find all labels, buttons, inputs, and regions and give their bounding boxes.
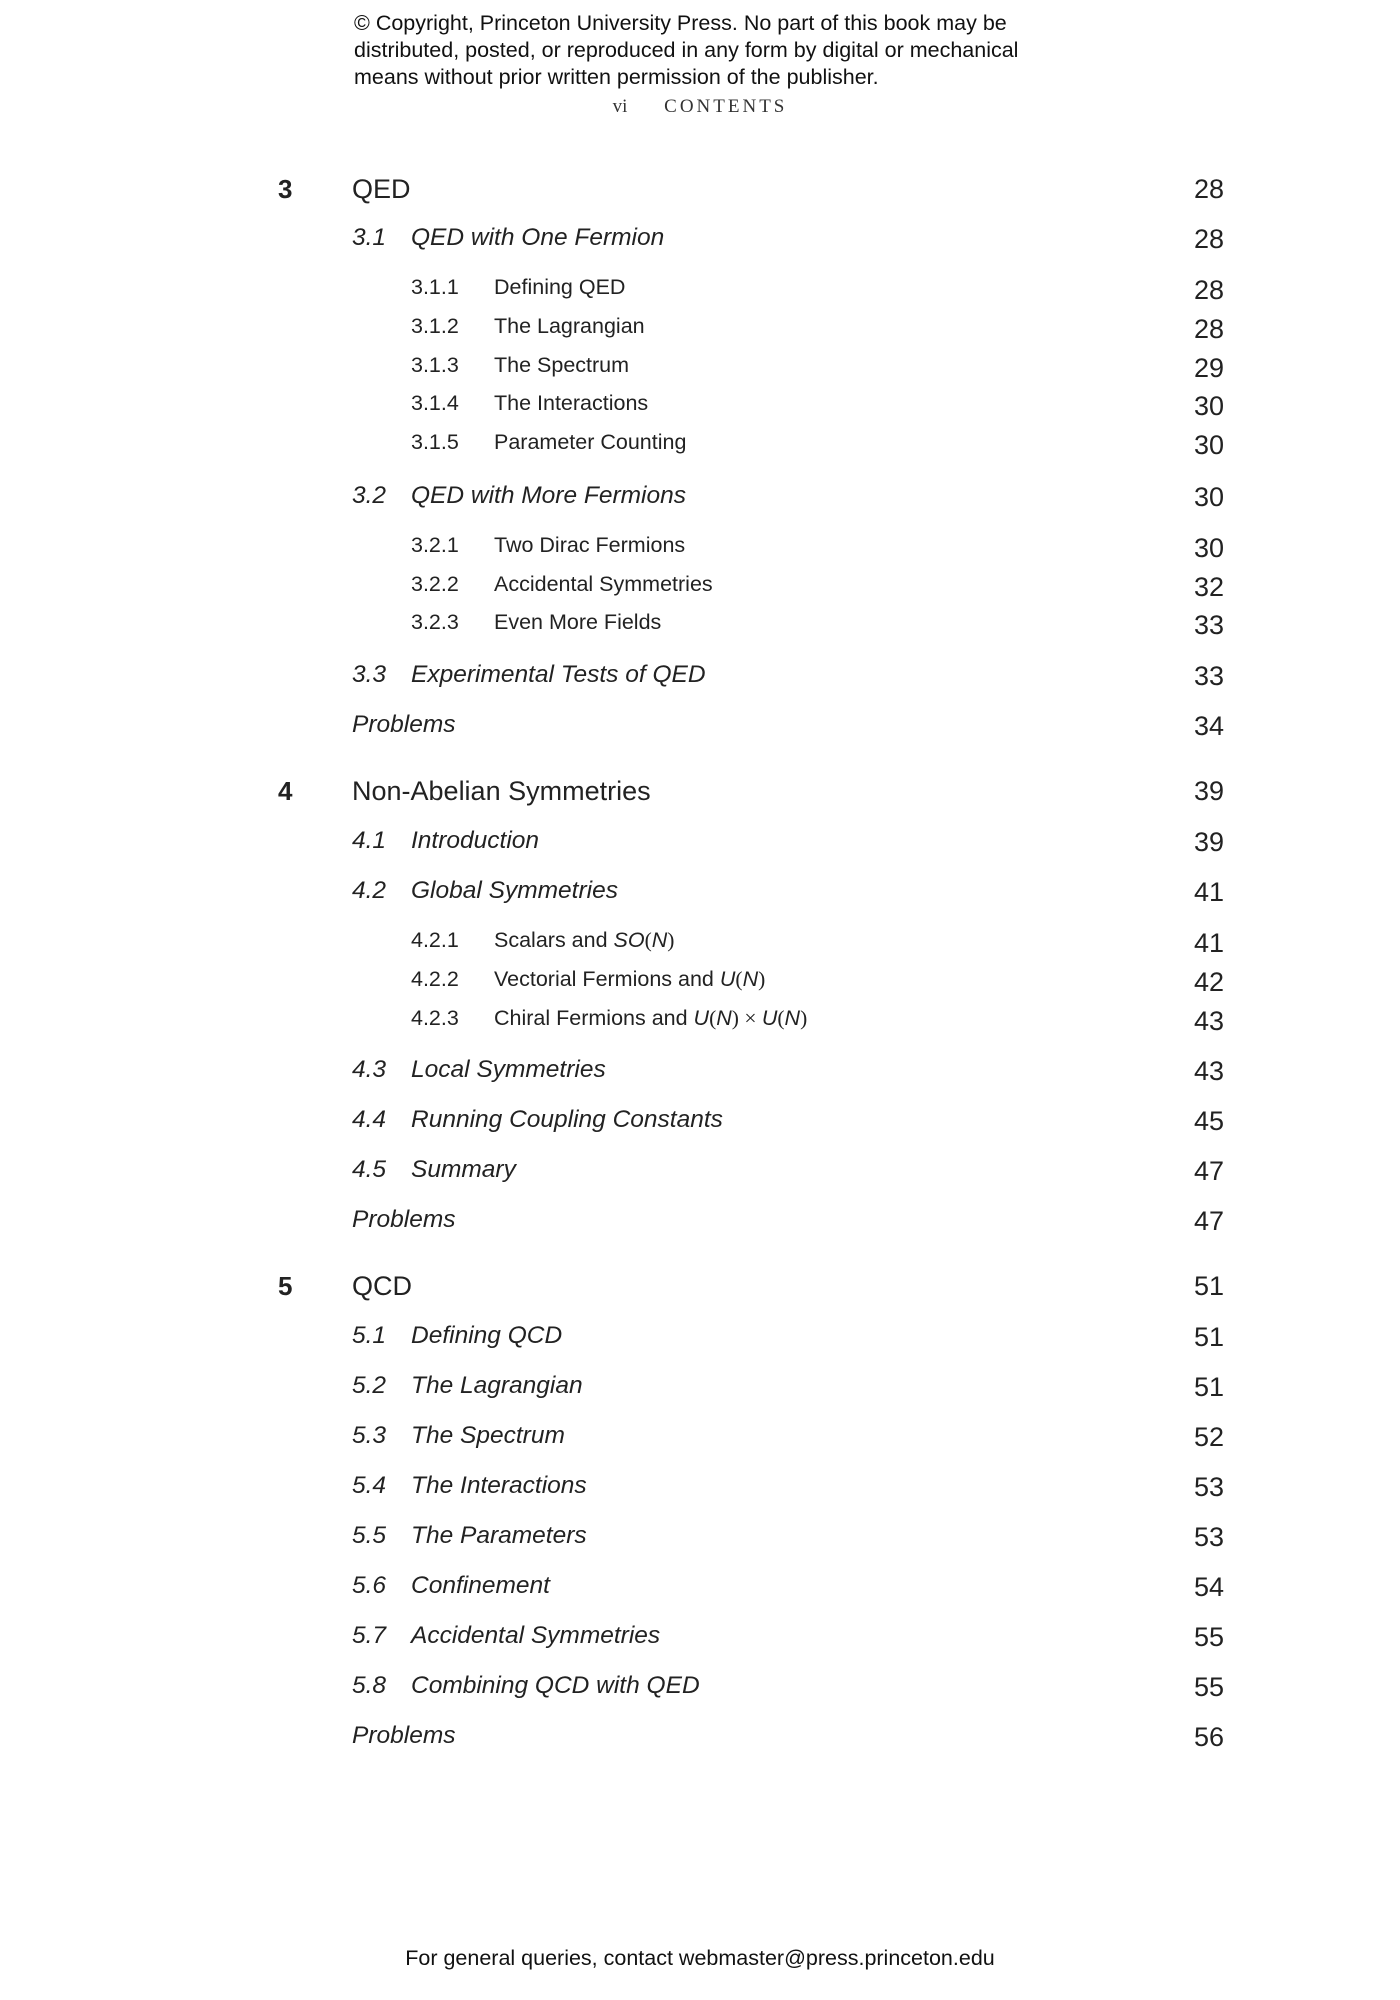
toc-section-5-1[interactable] xyxy=(0,1322,1400,1358)
section-title: QED with One Fermion xyxy=(411,224,665,251)
page-number: 28 xyxy=(1193,314,1224,344)
toc-section-5-2[interactable] xyxy=(0,1372,1400,1408)
section-title: Local Symmetries xyxy=(411,1056,606,1083)
page-number: 51 xyxy=(1193,1322,1224,1352)
page-number: 43 xyxy=(1193,1006,1224,1036)
toc-section-4-4[interactable] xyxy=(0,1106,1400,1142)
section-title: Experimental Tests of QED xyxy=(411,661,706,688)
toc-subsection-3-1-4[interactable] xyxy=(0,391,1400,427)
title-text: Vectorial Fermions and xyxy=(494,967,720,991)
title-text: Scalars and xyxy=(494,928,614,952)
page-number: 33 xyxy=(1193,661,1224,691)
toc-subsection-3-1-3[interactable] xyxy=(0,353,1400,389)
section-number: 5.4 xyxy=(352,1472,387,1499)
section-title: Introduction xyxy=(411,827,540,854)
toc-section-4-1[interactable] xyxy=(0,827,1400,863)
toc-section-5-5[interactable] xyxy=(0,1522,1400,1558)
page-number: 41 xyxy=(1193,877,1224,907)
page-number: 30 xyxy=(1193,430,1224,460)
toc-section-3-1[interactable] xyxy=(0,224,1400,260)
page-number: 53 xyxy=(1193,1522,1224,1552)
toc-subsection-3-1-1[interactable] xyxy=(0,275,1400,311)
subsection-title: Even More Fields xyxy=(494,610,662,634)
page-number: 54 xyxy=(1193,1572,1224,1602)
chapter-number: 4 xyxy=(278,776,293,806)
contact-footer: For general queries, contact webmaster@press.princeton.edu xyxy=(405,1946,995,1970)
section-title: Running Coupling Constants xyxy=(411,1106,723,1133)
page-number: 55 xyxy=(1193,1622,1224,1652)
section-number: 4.3 xyxy=(352,1056,387,1083)
toc-problems-ch5[interactable] xyxy=(0,1722,1400,1758)
math-argument: N xyxy=(651,928,668,952)
section-title: Combining QCD with QED xyxy=(411,1672,700,1699)
section-title: Global Symmetries xyxy=(411,877,618,904)
toc-subsection-4-2-1[interactable] xyxy=(0,928,1400,964)
page-number: 33 xyxy=(1193,610,1224,640)
page-number: 34 xyxy=(1193,711,1224,741)
toc-problems-ch3[interactable] xyxy=(0,711,1400,747)
toc-chapter-5[interactable] xyxy=(0,1271,1400,1307)
subsection-number: 3.2.2 xyxy=(411,572,459,596)
page-number: 47 xyxy=(1193,1206,1224,1236)
math-argument: N xyxy=(784,1006,801,1030)
section-number: 4.1 xyxy=(352,827,387,854)
toc-subsection-3-1-5[interactable] xyxy=(0,430,1400,466)
section-number: 4.4 xyxy=(352,1106,387,1133)
section-number: 5.5 xyxy=(352,1522,387,1549)
toc-section-5-4[interactable] xyxy=(0,1472,1400,1508)
section-title: Summary xyxy=(411,1156,516,1183)
chapter-number: 5 xyxy=(278,1271,293,1301)
page-number: 43 xyxy=(1193,1056,1224,1086)
page-number: 41 xyxy=(1193,928,1224,958)
subsection-title: Defining QED xyxy=(494,275,626,299)
running-title: CONTENTS xyxy=(664,96,788,117)
section-number: 5.3 xyxy=(352,1422,387,1449)
subsection-title xyxy=(494,967,765,992)
math-paren: ) xyxy=(731,1006,739,1030)
page-number: 29 xyxy=(1193,353,1224,383)
math-paren: ( xyxy=(709,1006,717,1030)
chapter-title: QCD xyxy=(352,1271,412,1301)
section-title: The Parameters xyxy=(411,1522,587,1549)
subsection-title xyxy=(494,1006,807,1031)
subsection-title: The Interactions xyxy=(494,391,649,415)
math-argument: N xyxy=(716,1006,732,1030)
toc-chapter-4[interactable] xyxy=(0,776,1400,812)
section-number: 5.1 xyxy=(352,1322,387,1349)
page-folio: vi xyxy=(612,96,628,117)
toc-subsection-4-2-3[interactable] xyxy=(0,1006,1400,1042)
math-paren: ) xyxy=(758,967,766,991)
math-group-symbol: SO xyxy=(613,928,645,952)
toc-subsection-4-2-2[interactable] xyxy=(0,967,1400,1003)
page-number: 55 xyxy=(1193,1672,1224,1702)
page-number: 51 xyxy=(1193,1271,1224,1301)
math-group-symbol: U xyxy=(719,967,736,991)
math-argument: N xyxy=(742,967,759,991)
toc-problems-ch4[interactable] xyxy=(0,1206,1400,1242)
section-number: 3.3 xyxy=(352,661,387,688)
section-number: 4.5 xyxy=(352,1156,387,1183)
problems-title: Problems xyxy=(352,1722,456,1749)
page-number: 45 xyxy=(1193,1106,1224,1136)
section-number: 5.7 xyxy=(352,1622,387,1649)
section-number: 5.8 xyxy=(352,1672,387,1699)
subsection-number: 3.2.3 xyxy=(411,610,459,634)
subsection-number: 3.1.1 xyxy=(411,275,459,299)
section-number: 3.1 xyxy=(352,224,387,251)
toc-section-5-3[interactable] xyxy=(0,1422,1400,1458)
math-paren: ) xyxy=(667,928,675,952)
subsection-title: Two Dirac Fermions xyxy=(494,533,686,557)
math-group-symbol: U xyxy=(761,1006,778,1030)
section-title: Confinement xyxy=(411,1572,550,1599)
section-number: 5.2 xyxy=(352,1372,387,1399)
page-number: 39 xyxy=(1193,776,1224,806)
page-number: 28 xyxy=(1193,224,1224,254)
page-number: 28 xyxy=(1193,275,1224,305)
section-title: Accidental Symmetries xyxy=(411,1622,661,1649)
problems-title: Problems xyxy=(352,711,456,738)
math-group-symbol: U xyxy=(693,1006,710,1030)
page-number: 47 xyxy=(1193,1156,1224,1186)
toc-section-5-7[interactable] xyxy=(0,1622,1400,1658)
toc-section-4-5[interactable] xyxy=(0,1156,1400,1192)
section-number: 3.2 xyxy=(352,482,387,509)
copyright-notice: © Copyright, Princeton University Press. No part of this book may be distributed, posted, or reproduced in any form by digital or mechanical means without prior written permission of the publisher. xyxy=(354,11,1019,89)
toc-section-5-6[interactable] xyxy=(0,1572,1400,1608)
math-paren: ) xyxy=(800,1006,808,1030)
toc-chapter-3[interactable] xyxy=(0,174,1400,210)
toc-subsection-3-2-3[interactable] xyxy=(0,610,1400,646)
section-title: The Lagrangian xyxy=(411,1372,583,1399)
toc-section-3-3[interactable] xyxy=(0,661,1400,697)
subsection-number: 4.2.2 xyxy=(411,967,459,991)
subsection-title xyxy=(494,928,674,953)
toc-subsection-3-2-1[interactable] xyxy=(0,533,1400,569)
page-number: 52 xyxy=(1193,1422,1224,1452)
subsection-number: 4.2.1 xyxy=(411,928,459,952)
subsection-number: 3.2.1 xyxy=(411,533,459,557)
section-number: 5.6 xyxy=(352,1572,387,1599)
page-number: 30 xyxy=(1193,533,1224,563)
page-number: 30 xyxy=(1193,482,1224,512)
toc-section-4-2[interactable] xyxy=(0,877,1400,913)
subsection-title: The Spectrum xyxy=(494,353,630,377)
page-number: 56 xyxy=(1193,1722,1224,1752)
chapter-number: 3 xyxy=(278,174,293,204)
math-paren: ( xyxy=(735,967,743,991)
section-number: 4.2 xyxy=(352,877,387,904)
problems-title: Problems xyxy=(352,1206,456,1233)
page-number: 39 xyxy=(1193,827,1224,857)
subsection-title: Parameter Counting xyxy=(494,430,687,454)
title-text: Chiral Fermions and xyxy=(494,1006,694,1030)
subsection-number: 4.2.3 xyxy=(411,1006,459,1030)
subsection-number: 3.1.2 xyxy=(411,314,459,338)
toc-subsection-3-2-2[interactable] xyxy=(0,572,1400,608)
chapter-title: QED xyxy=(352,174,411,204)
chapter-title: Non-Abelian Symmetries xyxy=(352,776,651,806)
subsection-title: The Lagrangian xyxy=(494,314,645,338)
page-number: 32 xyxy=(1193,572,1224,602)
toc-subsection-3-1-2[interactable] xyxy=(0,314,1400,350)
subsection-number: 3.1.3 xyxy=(411,353,459,377)
toc-section-4-3[interactable] xyxy=(0,1056,1400,1092)
subsection-number: 3.1.5 xyxy=(411,430,459,454)
section-title: QED with More Fermions xyxy=(411,482,687,509)
subsection-number: 3.1.4 xyxy=(411,391,459,415)
section-title: The Spectrum xyxy=(411,1422,565,1449)
toc-section-3-2[interactable] xyxy=(0,482,1400,518)
subsection-title: Accidental Symmetries xyxy=(494,572,713,596)
section-title: The Interactions xyxy=(411,1472,587,1499)
page-number: 51 xyxy=(1193,1372,1224,1402)
page-number: 30 xyxy=(1193,391,1224,421)
math-paren: ( xyxy=(777,1006,785,1030)
page-number: 53 xyxy=(1193,1472,1224,1502)
toc-section-5-8[interactable] xyxy=(0,1672,1400,1708)
page-number: 42 xyxy=(1193,967,1224,997)
page-number: 28 xyxy=(1193,174,1224,204)
section-title: Defining QCD xyxy=(411,1322,563,1349)
math-paren: ( xyxy=(644,928,652,952)
math-times: × xyxy=(738,1006,762,1030)
